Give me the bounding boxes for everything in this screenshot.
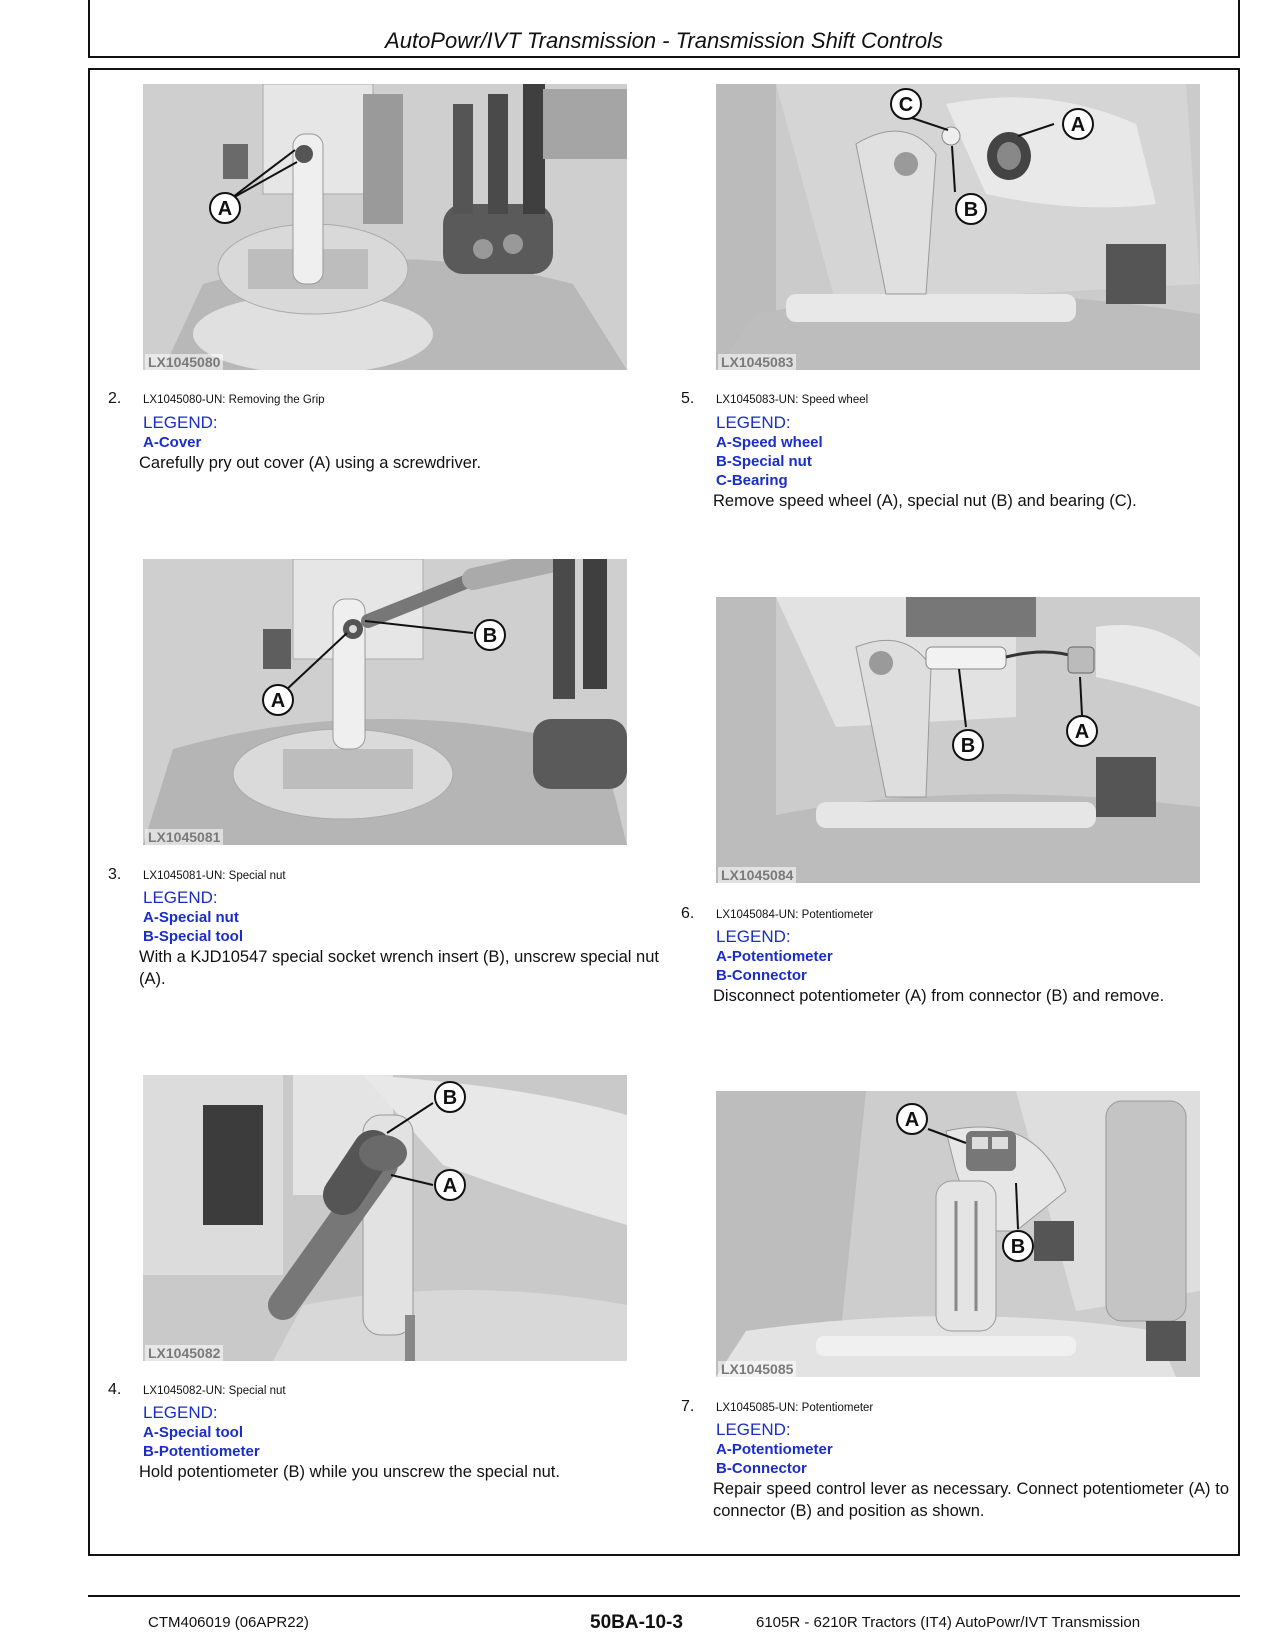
legend-heading: LEGEND:	[143, 1403, 218, 1422]
tool-on-lever-illustration	[143, 1075, 627, 1361]
step-number: 3.	[108, 866, 122, 883]
callout-label: B	[963, 199, 979, 221]
callout-label: B	[482, 625, 498, 647]
callout-label: C	[898, 94, 914, 116]
legend-heading: LEGEND:	[143, 413, 218, 432]
step-instruction: Disconnect potentiometer (A) from connector (B) and remove.	[713, 987, 1165, 1005]
step-photo	[143, 559, 627, 845]
legend-item: B-Special tool	[143, 928, 244, 945]
callout-label: A	[442, 1175, 458, 1197]
step-number: 6.	[681, 905, 695, 922]
figure-caption: LX1045085-UN: Potentiometer	[716, 1402, 874, 1414]
footer-rule	[88, 1595, 1240, 1597]
step-number: 5.	[681, 390, 695, 407]
step-instruction: Hold potentiometer (B) while you unscrew the special nut.	[139, 1463, 560, 1481]
step-number: 7.	[681, 1398, 695, 1415]
image-id: LX1045084	[718, 867, 796, 883]
legend-item: B-Potentiometer	[143, 1443, 260, 1460]
doc-code: CTM406019 (06APR22)	[148, 1614, 309, 1631]
step-instruction: Remove speed wheel (A), special nut (B) and bearing (C).	[713, 492, 1137, 510]
legend-item: C-Bearing	[716, 472, 788, 489]
figure-caption: LX1045084-UN: Potentiometer	[716, 909, 874, 921]
manual-title: 6105R - 6210R Tractors (IT4) AutoPowr/IVT Transmission	[756, 1614, 1141, 1631]
image-id: LX1045082	[145, 1345, 223, 1361]
callout-label: A	[270, 690, 286, 712]
lever-reassembly-illustration	[716, 1091, 1200, 1377]
step-photo	[716, 597, 1200, 883]
potentiometer-connector-illustration	[716, 597, 1200, 883]
figure-caption: LX1045082-UN: Special nut	[143, 1385, 286, 1397]
callout-label: B	[960, 735, 976, 757]
image-id: LX1045080	[145, 354, 223, 370]
legend-heading: LEGEND:	[143, 888, 218, 907]
step-instruction: With a KJD10547 special socket wrench insert (B), unscrew special nut (A).	[139, 948, 659, 988]
figure-caption: LX1045080-UN: Removing the Grip	[143, 394, 325, 406]
legend-item: B-Special nut	[716, 453, 812, 470]
legend-item: B-Connector	[716, 1460, 807, 1477]
legend-item: A-Potentiometer	[716, 1441, 833, 1458]
callout-label: B	[442, 1087, 458, 1109]
callout-label: A	[904, 1109, 920, 1131]
page-title: AutoPowr/IVT Transmission - Transmission Shift Controls	[385, 28, 943, 53]
step-number: 4.	[108, 1381, 122, 1398]
legend-item: A-Potentiometer	[716, 948, 833, 965]
legend-heading: LEGEND:	[716, 413, 791, 432]
legend-item: A-Special tool	[143, 1424, 244, 1441]
legend-item: A-Special nut	[143, 909, 239, 926]
step-photo	[143, 84, 627, 370]
speed-wheel-illustration	[716, 84, 1200, 370]
step-instruction: Repair speed control lever as necessary. Connect potentiometer (A) to connector (B) and position as shown.	[713, 1480, 1229, 1520]
step-photo	[143, 1075, 627, 1361]
step-photo	[716, 1091, 1200, 1377]
image-id: LX1045081	[145, 829, 223, 845]
image-id: LX1045083	[718, 354, 796, 370]
callout-label: A	[217, 198, 233, 220]
legend-heading: LEGEND:	[716, 1420, 791, 1439]
legend-heading: LEGEND:	[716, 927, 791, 946]
step-number: 2.	[108, 390, 122, 407]
legend-item: A-Speed wheel	[716, 434, 823, 451]
callout-label: A	[1070, 114, 1086, 136]
legend-item: B-Connector	[716, 967, 807, 984]
cab-controls-illustration	[143, 84, 627, 370]
figure-caption: LX1045083-UN: Speed wheel	[716, 394, 869, 406]
page-header	[88, 0, 1240, 58]
callout-label: B	[1010, 1236, 1026, 1258]
callout-label: A	[1074, 721, 1090, 743]
page-reference: 50BA-10-3	[590, 1612, 683, 1633]
cab-controls-illustration	[143, 559, 627, 845]
step-instruction: Carefully pry out cover (A) using a screwdriver.	[139, 454, 482, 472]
step-photo	[716, 84, 1200, 370]
image-id: LX1045085	[718, 1361, 796, 1377]
legend-item: A-Cover	[143, 434, 202, 451]
figure-caption: LX1045081-UN: Special nut	[143, 870, 286, 882]
